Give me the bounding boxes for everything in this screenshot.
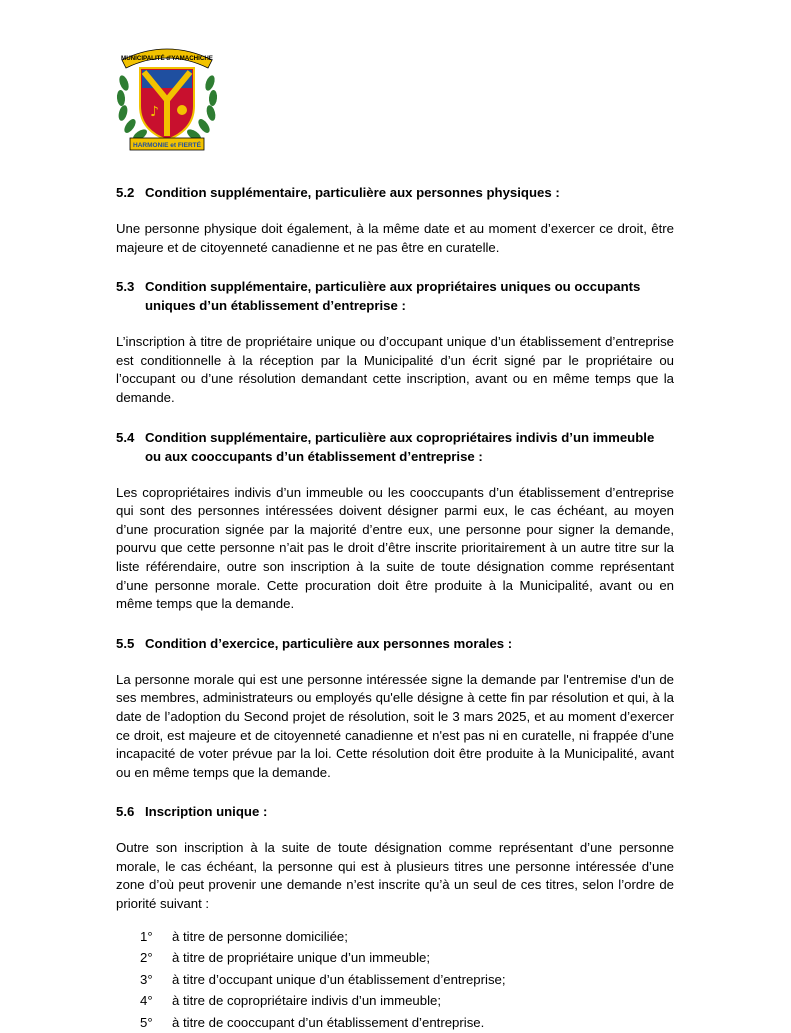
section-paragraph: La personne morale qui est une personne intéressée signe la demande par l'entremise d'un de ses membres, administrateurs ou employés qu'elle désigne à cette fin par résolution et qui, à la date de l’adoption du Second projet de résolution, soit le 3 mars 2025, et au moment d’exercer ce droit, est majeure et de citoyenneté canadienne et n'est pas ni en curatelle, ni frappée d’une incapacité de voter prévue par la loi. Cette résolution doit être produite à la Municipalité, avant ou en même temps que la demande. (116, 671, 674, 780)
music-note-icon: ♪ (150, 104, 159, 120)
medallion-icon (177, 105, 187, 115)
list-item (116, 990, 674, 1012)
list-item-number: 3° (140, 971, 153, 987)
section-number: 5.3 (116, 279, 135, 295)
list-item-number: 2° (140, 950, 153, 966)
section-title: Inscription unique : (145, 804, 268, 820)
document-body (116, 183, 674, 1033)
list-item-text: à titre de personne domiciliée; (172, 928, 348, 944)
section-number: 5.6 (116, 804, 135, 820)
list-item-number: 1° (140, 928, 153, 944)
list-item-text: à titre de propriétaire unique d’un immeuble; (172, 950, 431, 966)
section-number: 5.4 (116, 429, 135, 445)
list-item-text: à titre de cooccupant d’un établissement d’entreprise. (172, 1014, 485, 1030)
section-paragraph: Outre son inscription à la suite de toute désignation comme représentant d’une personne morale, le cas échéant, la personne qui est à plusieurs titres une personne intéressée d’une zone d’où peut provenir une demande n’est inscrite qu’à un seul de ces titres, selon l’ordre de priorité suivant : (116, 840, 674, 912)
section-number: 5.2 (116, 185, 135, 200)
section-heading (116, 428, 674, 466)
list-item-text: à titre d’occupant unique d’un établissement d’entreprise; (172, 971, 506, 987)
section-heading (116, 802, 674, 821)
section-title: Condition supplémentaire, particulière aux personnes physiques : (145, 185, 560, 200)
list-item (116, 1012, 674, 1033)
section-paragraph: L’inscription à titre de propriétaire unique ou d’occupant unique d’un établissement d’entreprise est conditionnelle à la réception par la Municipalité d’un écrit signé par le propriétaire ou l’occupant ou d’une résolution demandant cette inscription, avant ou en même temps que la demande. (116, 334, 674, 405)
priority-list (116, 926, 674, 1033)
section-5-4 (116, 428, 674, 614)
section-heading (116, 277, 674, 315)
section-5-3 (116, 277, 674, 407)
list-item (116, 926, 674, 948)
section-number: 5.5 (116, 635, 135, 651)
list-item (116, 947, 674, 969)
section-paragraph: Une personne physique doit également, à la même date et au moment d’exercer ce droit, être majeure et de citoyenneté canadienne et ne pas être en curatelle. (116, 221, 674, 255)
list-item (116, 969, 674, 991)
municipality-coat-of-arms-logo (112, 38, 222, 158)
section-paragraph: Les copropriétaires indivis d’un immeuble ou les cooccupants d’un établissement d’entreprise qui sont des personnes intéressées doivent désigner parmi eux, le cas échéant, au moyen d’une procuration signée par la majorité d’entre eux, une personne pour signer la demande, pourvu que cette personne n’ait pas le droit d’être inscrite prioritairement à un autre titre sur la liste référendaire, outre son inscription à la suite de toute désignation comme représentant d’une personne morale. Cette procuration doit être produite à la Municipalité, avant ou en même temps que la demande. (116, 484, 674, 612)
list-item-text: à titre de copropriétaire indivis d’un immeuble; (172, 993, 442, 1009)
section-5-6 (116, 802, 674, 1033)
list-item-number: 5° (140, 1014, 153, 1030)
section-title: Condition supplémentaire, particulière aux copropriétaires indivis d’un immeuble ou aux cooccupants d’un établissement d’entreprise : (145, 429, 655, 464)
list-item-number: 4° (140, 993, 153, 1009)
logo-top-text: MUNICIPALITÉ d'YAMACHICHE (121, 55, 213, 62)
section-5-2 (116, 183, 674, 257)
section-title: Condition supplémentaire, particulière aux propriétaires uniques ou occupants uniques d’un établissement d’entreprise : (145, 279, 641, 314)
section-heading (116, 183, 674, 202)
section-heading (116, 634, 674, 653)
section-title: Condition d’exercice, particulière aux personnes morales : (145, 635, 513, 651)
section-5-5 (116, 634, 674, 783)
logo-motto: HARMONIE et FIERTÉ (133, 142, 201, 149)
